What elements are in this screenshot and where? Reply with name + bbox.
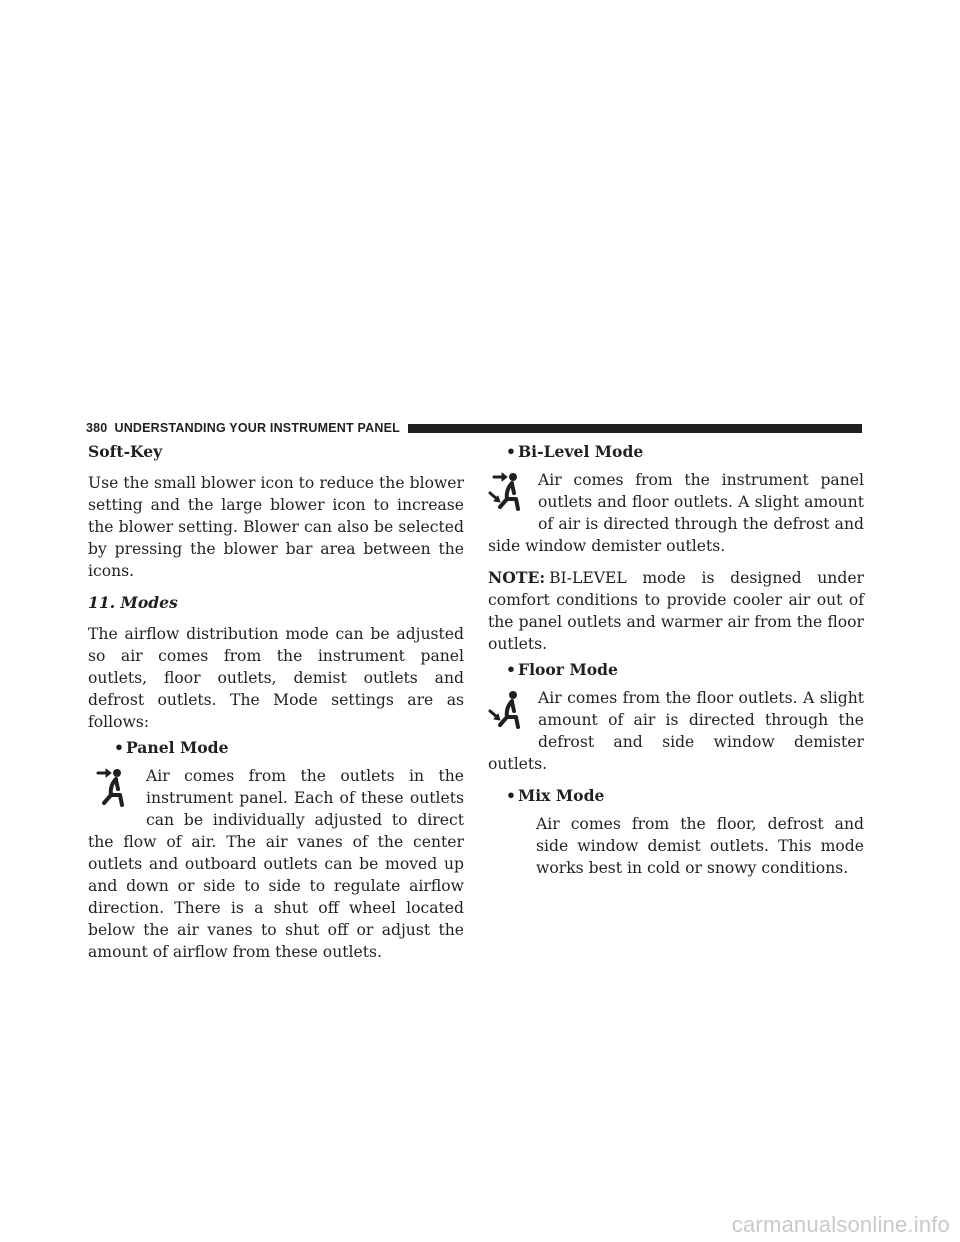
header-rule xyxy=(408,424,862,433)
floor-mode-text: Air comes from the floor outlets. A slight amount of air is directed through the defrost and side window demister outlets. xyxy=(488,689,864,773)
bi-level-mode-title xyxy=(488,441,864,463)
bi-level-mode-text: Air comes from the instrument panel outlets and floor outlets. A slight amount of air is directed through the defrost and side window demister outlets. xyxy=(488,471,864,555)
floor-mode-icon xyxy=(488,689,530,733)
watermark: carmanualsonline.info xyxy=(731,1212,950,1237)
modes-heading: 11. Modes xyxy=(88,593,178,612)
bi-level-mode-block xyxy=(488,469,864,557)
left-column xyxy=(88,441,464,973)
page-number: 380 xyxy=(86,421,108,435)
panel-mode-text: Air comes from the outlets in the instrument panel. Each of these outlets can be individually adjusted to direct the flow of air. The air vanes of the center outlets and outboard outlets can be moved up and down or side to side to regulate airflow direction. There is a shut off wheel located below the air vanes to shut off or adjust the amount of airflow from these outlets. xyxy=(88,767,464,961)
bullet-icon: • xyxy=(506,660,516,679)
panel-mode-label: Panel Mode xyxy=(126,738,229,757)
note-label: NOTE: xyxy=(488,568,546,587)
floor-mode-label: Floor Mode xyxy=(518,660,618,679)
bullet-icon: • xyxy=(114,738,124,757)
bi-level-mode-icon xyxy=(488,471,530,515)
softkey-heading: Soft-Key xyxy=(88,442,163,461)
mix-mode-title xyxy=(488,785,864,807)
floor-mode-title xyxy=(488,659,864,681)
bullet-icon: • xyxy=(506,786,516,805)
modes-intro-paragraph: The airflow distribution mode can be adjusted so air comes from the instrument panel outlets, floor outlets, demist outlets and defrost outlets. The Mode settings are as follows: xyxy=(88,625,464,731)
note-text: BI-LEVEL mode is designed under comfort conditions to provide cooler air out of the panel outlets and warmer air from the floor outlets. xyxy=(488,569,864,653)
softkey-paragraph: Use the small blower icon to reduce the blower setting and the large blower icon to increase the blower setting. Blower can also be selected by pressing the blower bar area between the icons. xyxy=(88,474,464,580)
bi-level-mode-label: Bi-Level Mode xyxy=(518,442,644,461)
mix-mode-label: Mix Mode xyxy=(518,786,605,805)
floor-mode-block xyxy=(488,687,864,775)
section-title: UNDERSTANDING YOUR INSTRUMENT PANEL xyxy=(114,421,400,435)
panel-mode-icon xyxy=(96,767,138,811)
note-paragraph xyxy=(488,567,864,655)
page-header xyxy=(86,418,862,438)
bullet-icon: • xyxy=(506,442,516,461)
mix-mode-text: Air comes from the floor, defrost and side window demist outlets. This mode works best in cold or snowy conditions. xyxy=(536,815,864,877)
panel-mode-title xyxy=(88,737,464,759)
panel-mode-block xyxy=(88,765,464,963)
right-column xyxy=(488,441,864,879)
